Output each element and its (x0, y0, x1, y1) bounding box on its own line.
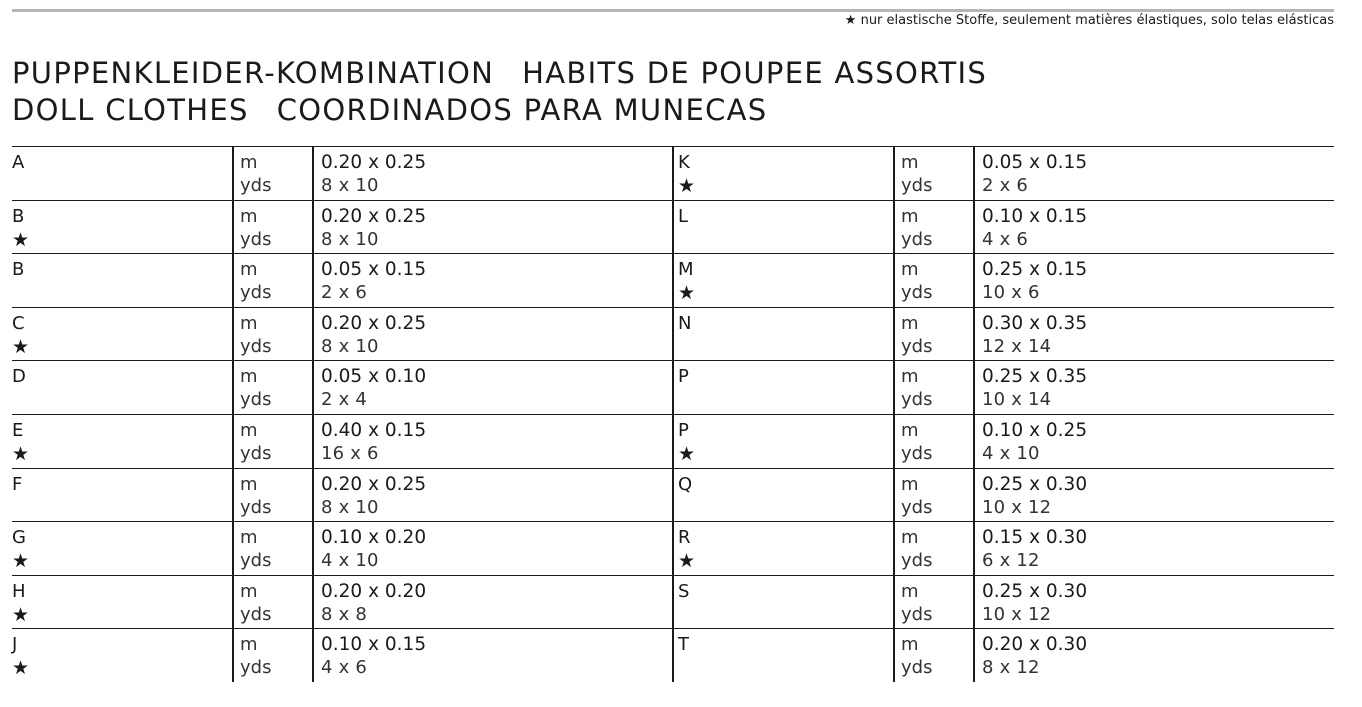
view-letter: D (12, 366, 26, 388)
metric-dimension: 0.20 x 0.25 (321, 205, 427, 227)
imperial-dimension: 8 x 10 (321, 496, 379, 518)
title-spanish: COORDINADOS PARA MUNECAS (276, 93, 768, 127)
title-english: DOLL CLOTHES (12, 93, 249, 127)
view-letter: L (678, 205, 689, 227)
metric-dimension: 0.25 x 0.15 (982, 259, 1088, 281)
title-line-1 (12, 56, 987, 90)
column-divider (893, 201, 895, 254)
imperial-dimension: 10 x 14 (982, 389, 1052, 411)
unit-metric: m (901, 205, 919, 227)
column-divider (973, 254, 975, 307)
unit-imperial: yds (901, 550, 933, 572)
unit-metric: m (901, 312, 919, 334)
metric-dimension: 0.05 x 0.15 (982, 152, 1088, 173)
column-divider (312, 361, 314, 414)
column-divider (312, 308, 314, 361)
column-divider (973, 629, 975, 682)
unit-metric: m (240, 473, 258, 495)
metric-dimension: 0.25 x 0.30 (982, 580, 1088, 602)
view-letter: S (678, 580, 690, 602)
unit-imperial: yds (240, 603, 272, 625)
unit-imperial: yds (240, 228, 272, 250)
column-divider (232, 469, 234, 522)
elastic-star-icon: ★ (678, 282, 696, 305)
metric-dimension: 0.30 x 0.35 (982, 312, 1088, 334)
column-divider (312, 254, 314, 307)
unit-imperial: yds (240, 550, 272, 572)
elastic-star-icon: ★ (12, 603, 30, 626)
column-divider (232, 415, 234, 468)
top-rule (12, 9, 1334, 12)
unit-metric: m (240, 580, 258, 602)
view-letter: A (12, 152, 25, 173)
column-divider (672, 308, 674, 361)
column-divider (672, 629, 674, 682)
unit-metric: m (240, 419, 258, 441)
view-letter: E (12, 419, 24, 441)
metric-dimension: 0.20 x 0.20 (321, 580, 427, 602)
column-divider (973, 361, 975, 414)
column-divider (312, 522, 314, 575)
unit-metric: m (901, 580, 919, 602)
column-divider (672, 576, 674, 629)
imperial-dimension: 10 x 6 (982, 282, 1040, 304)
imperial-dimension: 4 x 10 (982, 442, 1040, 464)
view-letter: P (678, 366, 689, 388)
view-letter: C (12, 312, 25, 334)
column-divider (672, 469, 674, 522)
view-letter: K (678, 152, 690, 173)
column-divider (893, 522, 895, 575)
unit-metric: m (901, 634, 919, 656)
column-divider (893, 629, 895, 682)
unit-metric: m (901, 152, 919, 173)
column-divider (672, 415, 674, 468)
unit-metric: m (240, 634, 258, 656)
unit-imperial: yds (240, 175, 272, 196)
view-letter: J (12, 634, 18, 656)
column-divider (893, 415, 895, 468)
column-divider (232, 361, 234, 414)
view-letter: R (678, 527, 691, 549)
column-divider (672, 522, 674, 575)
metric-dimension: 0.20 x 0.25 (321, 473, 427, 495)
elastic-star-icon: ★ (12, 657, 30, 680)
view-letter: M (678, 259, 694, 281)
column-divider (973, 576, 975, 629)
unit-metric: m (240, 205, 258, 227)
column-divider (232, 522, 234, 575)
column-divider (893, 469, 895, 522)
imperial-dimension: 10 x 12 (982, 496, 1052, 518)
unit-imperial: yds (901, 442, 933, 464)
view-letter: Q (678, 473, 693, 495)
table-row (12, 360, 1334, 414)
column-divider (232, 629, 234, 682)
column-divider (232, 576, 234, 629)
unit-imperial: yds (901, 335, 933, 357)
table-row (12, 468, 1334, 522)
unit-imperial: yds (240, 335, 272, 357)
unit-imperial: yds (901, 496, 933, 518)
column-divider (672, 201, 674, 254)
column-divider (973, 308, 975, 361)
column-divider (232, 308, 234, 361)
imperial-dimension: 6 x 12 (982, 550, 1040, 572)
view-letter: T (678, 634, 689, 656)
title-french: HABITS DE POUPEE ASSORTIS (522, 56, 988, 90)
column-divider (893, 147, 895, 200)
table-row (12, 200, 1334, 254)
column-divider (893, 576, 895, 629)
imperial-dimension: 2 x 4 (321, 389, 367, 411)
unit-imperial: yds (901, 389, 933, 411)
unit-imperial: yds (901, 282, 933, 304)
metric-dimension: 0.25 x 0.30 (982, 473, 1088, 495)
elastic-star-icon: ★ (12, 550, 30, 573)
column-divider (312, 629, 314, 682)
unit-metric: m (901, 419, 919, 441)
unit-imperial: yds (901, 657, 933, 679)
metric-dimension: 0.40 x 0.15 (321, 419, 427, 441)
imperial-dimension: 12 x 14 (982, 335, 1052, 357)
column-divider (893, 308, 895, 361)
column-divider (672, 254, 674, 307)
metric-dimension: 0.20 x 0.25 (321, 152, 427, 173)
column-divider (312, 147, 314, 200)
view-letter: B (12, 259, 25, 281)
elastic-star-icon: ★ (12, 442, 30, 465)
imperial-dimension: 2 x 6 (321, 282, 367, 304)
column-divider (973, 469, 975, 522)
metric-dimension: 0.15 x 0.30 (982, 527, 1088, 549)
unit-imperial: yds (240, 389, 272, 411)
unit-imperial: yds (240, 282, 272, 304)
unit-metric: m (901, 473, 919, 495)
elastic-star-icon: ★ (678, 175, 696, 197)
metric-dimension: 0.25 x 0.35 (982, 366, 1088, 388)
metric-dimension: 0.10 x 0.15 (982, 205, 1088, 227)
table-row (12, 414, 1334, 468)
imperial-dimension: 4 x 6 (321, 657, 367, 679)
elastic-fabric-note: ★ nur elastische Stoffe, seulement matières élastiques, solo telas elásticas (844, 13, 1334, 28)
view-letter: N (678, 312, 692, 334)
unit-imperial: yds (240, 657, 272, 679)
unit-imperial: yds (240, 442, 272, 464)
column-divider (232, 254, 234, 307)
imperial-dimension: 8 x 8 (321, 603, 367, 625)
metric-dimension: 0.05 x 0.15 (321, 259, 427, 281)
metric-dimension: 0.10 x 0.25 (982, 419, 1088, 441)
view-letter: B (12, 205, 25, 227)
column-divider (232, 201, 234, 254)
imperial-dimension: 8 x 10 (321, 335, 379, 357)
column-divider (973, 415, 975, 468)
imperial-dimension: 2 x 6 (982, 175, 1028, 196)
metric-dimension: 0.20 x 0.30 (982, 634, 1088, 656)
imperial-dimension: 10 x 12 (982, 603, 1052, 625)
column-divider (312, 415, 314, 468)
title-line-2 (12, 93, 767, 127)
column-divider (312, 469, 314, 522)
unit-imperial: yds (240, 496, 272, 518)
imperial-dimension: 16 x 6 (321, 442, 379, 464)
unit-metric: m (240, 312, 258, 334)
elastic-star-icon: ★ (12, 335, 30, 358)
column-divider (973, 201, 975, 254)
column-divider (312, 576, 314, 629)
yardage-table (12, 146, 1334, 682)
view-letter: G (12, 527, 26, 549)
elastic-star-icon: ★ (12, 228, 30, 251)
imperial-dimension: 4 x 6 (982, 228, 1028, 250)
column-divider (672, 147, 674, 200)
unit-metric: m (240, 152, 258, 173)
table-row (12, 521, 1334, 575)
column-divider (312, 201, 314, 254)
column-divider (973, 147, 975, 200)
imperial-dimension: 8 x 10 (321, 228, 379, 250)
column-divider (893, 361, 895, 414)
unit-metric: m (240, 527, 258, 549)
column-divider (672, 361, 674, 414)
metric-dimension: 0.10 x 0.20 (321, 527, 427, 549)
table-row (12, 146, 1334, 200)
table-row (12, 628, 1334, 682)
metric-dimension: 0.20 x 0.25 (321, 312, 427, 334)
unit-metric: m (901, 527, 919, 549)
column-divider (893, 254, 895, 307)
elastic-star-icon: ★ (678, 442, 696, 465)
view-letter: F (12, 473, 23, 495)
imperial-dimension: 8 x 12 (982, 657, 1040, 679)
table-row (12, 575, 1334, 629)
unit-metric: m (901, 366, 919, 388)
metric-dimension: 0.05 x 0.10 (321, 366, 427, 388)
column-divider (973, 522, 975, 575)
elastic-star-icon: ★ (678, 550, 696, 573)
unit-imperial: yds (901, 603, 933, 625)
view-letter: H (12, 580, 26, 602)
metric-dimension: 0.10 x 0.15 (321, 634, 427, 656)
column-divider (232, 147, 234, 200)
unit-metric: m (901, 259, 919, 281)
imperial-dimension: 4 x 10 (321, 550, 379, 572)
unit-imperial: yds (901, 228, 933, 250)
title-german: PUPPENKLEIDER-KOMBINATION (12, 56, 495, 90)
imperial-dimension: 8 x 10 (321, 175, 379, 196)
table-row (12, 253, 1334, 307)
view-letter: P (678, 419, 689, 441)
unit-metric: m (240, 259, 258, 281)
unit-imperial: yds (901, 175, 933, 196)
unit-metric: m (240, 366, 258, 388)
table-row (12, 307, 1334, 361)
